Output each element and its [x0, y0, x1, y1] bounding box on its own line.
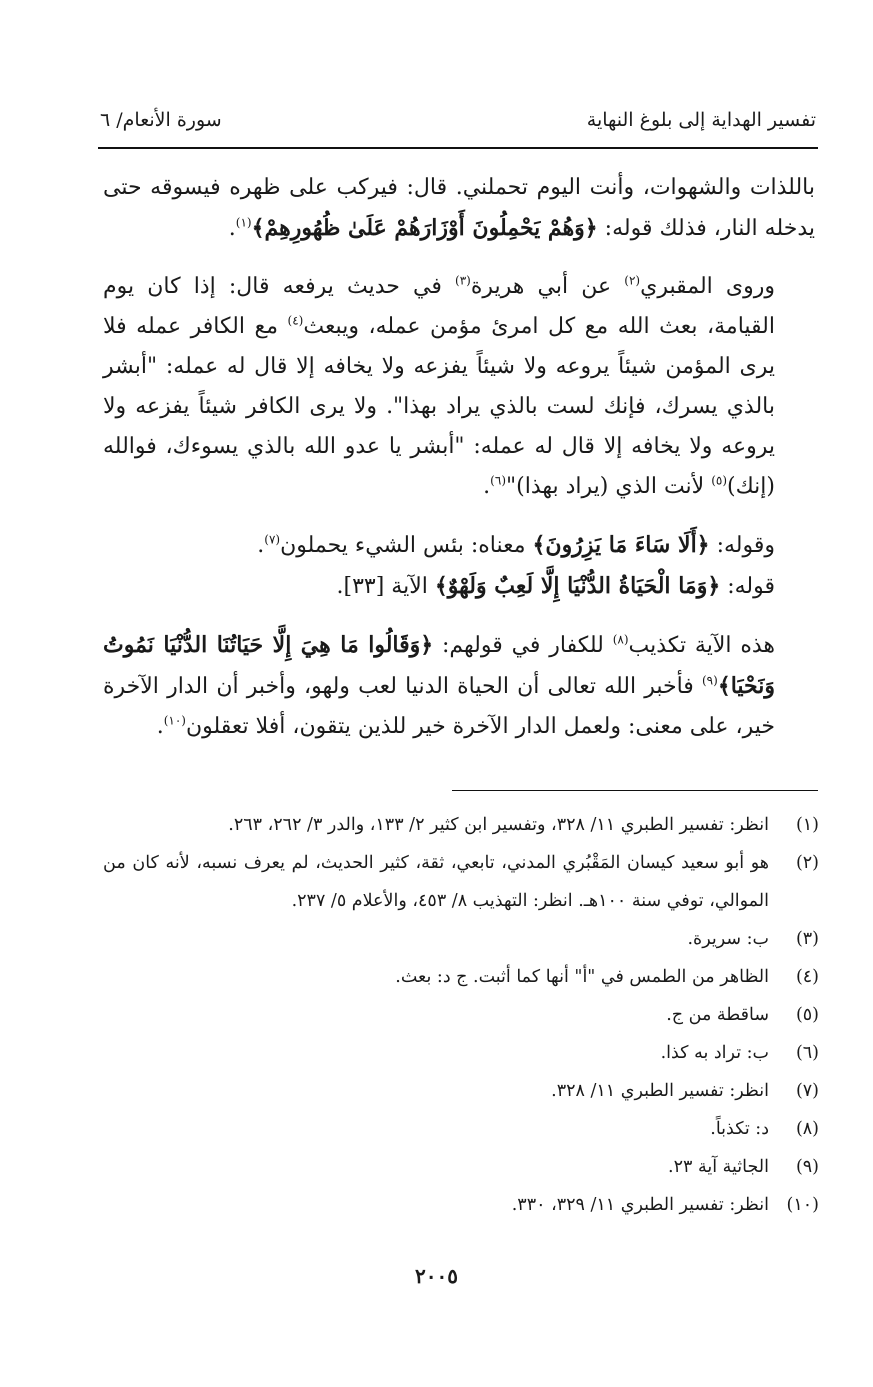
footnotes — [103, 806, 819, 1224]
footnote-number: (٤) — [795, 967, 819, 987]
footnote-ref: (٤) — [287, 313, 304, 328]
quran-verse: ﴿وَمَا الْحَيَاةُ الدُّنْيَا إِلَّا لَعِبٌ وَلَهْوٌ﴾ — [434, 573, 721, 599]
footnote-item — [103, 1110, 819, 1148]
text-span: . — [228, 216, 236, 241]
footnote-number: (٩) — [795, 1157, 819, 1177]
text-span: . — [257, 533, 265, 558]
footnote-item — [103, 1034, 819, 1072]
text-span: الآية [٣٣]. — [336, 574, 435, 599]
header-divider — [98, 147, 818, 149]
text-span: لأنت الذي (يراد بهذا)" — [506, 474, 712, 499]
footnote-text: الجاثية آية ٢٣. — [668, 1157, 769, 1177]
footnote-text: انظر: تفسير الطبري ١١/ ٣٢٩، ٣٣٠. — [511, 1195, 769, 1215]
footnote-text: هو أبو سعيد كيسان المَقْبُري المدني، تابعي، ثقة، كثير الحديث، لم يعرف نسبه، لأنه كان من الموالي، توفي سنة ١٠٠هـ. انظر: التهذيب ٨/ ٤٥٣، والأعلام ٥/ ٢٣٧. — [103, 853, 769, 911]
paragraph-3 — [103, 525, 815, 566]
footnote-ref: (٧) — [264, 532, 281, 547]
book-title: تفسير الهداية إلى بلوغ النهاية — [586, 109, 816, 131]
footnote-number: (٧) — [795, 1081, 819, 1101]
footnote-text: ب: تراد به كذا. — [660, 1043, 769, 1063]
text-span: باللذات والشهوات، وأنت اليوم تحملني. قال: فيركب على ظهره فيسوقه حتى يدخله النار، فذلك قوله: — [103, 175, 815, 241]
footnote-number: (٢) — [795, 853, 819, 873]
paragraph-5 — [103, 625, 815, 747]
text-span: . — [156, 714, 164, 739]
footnote-number: (٦) — [795, 1043, 819, 1063]
footnote-item — [103, 920, 819, 958]
text-span: هذه الآية تكذيب — [628, 633, 775, 658]
paragraph-4 — [103, 566, 815, 607]
text-span: عن أبي هريرة — [470, 274, 625, 299]
text-span: وقوله: — [709, 533, 775, 558]
text-span: معناه: بئس الشيء يحملون — [280, 533, 533, 558]
running-header — [100, 103, 816, 143]
text-span: مع الكافر عمله فلا يرى المؤمن شيئاً يروعه ولا شيئاً يفزعه ولا يخافه إلا قال له عمله: "أبشر بالذي يسرك، فإنك لست بالذي يراد بهذا". ولا يرى الكافر شيئاً يفزعه ولا يروعه ولا يخافه إلا قال له عمله: "أبشر يا عدو الله بالذي يسوءك، فوالله (إنك) — [103, 314, 775, 499]
footnote-ref: (٨) — [612, 632, 629, 647]
footnote-text: انظر: تفسير الطبري ١١/ ٣٢٨. — [551, 1081, 769, 1101]
footnote-text: ب: سريرة. — [687, 929, 769, 949]
surah-label: سورة الأنعام/ ٦ — [100, 109, 222, 131]
main-text — [103, 168, 815, 765]
footnote-ref: (٣) — [455, 273, 471, 288]
footnote-text: ساقطة من ج. — [666, 1005, 769, 1025]
footnote-text: د: تكذباً. — [710, 1119, 769, 1139]
quran-verse: ﴿وَهُمْ يَحْمِلُونَ أَوْزَارَهُمْ عَلَىٰ ظُهُورِهِمْ﴾ — [251, 215, 598, 241]
footnote-text: الظاهر من الطمس في "أ" أنها كما أثبت. ج د: بعث. — [395, 967, 769, 987]
footnote-item — [103, 1148, 819, 1186]
paragraph-2 — [103, 267, 815, 507]
text-span: . — [483, 474, 491, 499]
text-span: للكفار في قولهم: — [433, 633, 613, 658]
footnote-number: (٨) — [795, 1119, 819, 1139]
footnote-item — [103, 806, 819, 844]
text-span: فأخبر الله تعالى أن الحياة الدنيا لعب ولهو، وأخبر أن الدار الآخرة خير، على معنى: ولعمل الدار الآخرة خير للذين يتقون، أفلا تعقلون — [103, 674, 775, 739]
footnote-text: انظر: تفسير الطبري ١١/ ٣٢٨، وتفسير ابن كثير ٢/ ١٣٣، والدر ٣/ ٢٦٢، ٢٦٣. — [228, 815, 769, 835]
footnote-item — [103, 1072, 819, 1110]
paragraph-1 — [103, 168, 815, 249]
footnote-number: (٣) — [795, 929, 819, 949]
quran-verse: ﴿أَلَا سَاءَ مَا يَزِرُونَ﴾ — [532, 532, 710, 558]
text-span: في حديث يرفعه قال: إذا كان يوم القيامة، بعث الله مع كل امرئ مؤمن عمله، ويبعث — [103, 274, 775, 339]
footnote-ref: (١٠) — [163, 713, 186, 728]
footnote-ref: (٥) — [711, 473, 728, 488]
footnote-item — [103, 958, 819, 996]
footnote-number: (٥) — [795, 1005, 819, 1025]
footnote-ref: (٩) — [701, 673, 718, 688]
text-span: قوله: — [720, 574, 775, 599]
footnote-item — [103, 844, 819, 920]
footnote-item — [103, 996, 819, 1034]
footnote-divider — [452, 790, 818, 791]
footnote-number: (١) — [795, 815, 819, 835]
footnote-ref: (٦) — [490, 473, 506, 488]
footnote-ref: (١) — [235, 215, 252, 230]
page-number: ٢٠٠٥ — [415, 1264, 458, 1288]
footnote-ref: (٢) — [624, 273, 641, 288]
footnote-number: (١٠) — [786, 1195, 819, 1215]
footnote-item — [103, 1186, 819, 1224]
quran-verse: ﴿وَقَالُوا مَا هِيَ إِلَّا حَيَاتُنَا الدُّنْيَا نَمُوتُ وَنَحْيَا﴾ — [103, 632, 775, 699]
text-span: وروى المقبري — [640, 274, 775, 299]
